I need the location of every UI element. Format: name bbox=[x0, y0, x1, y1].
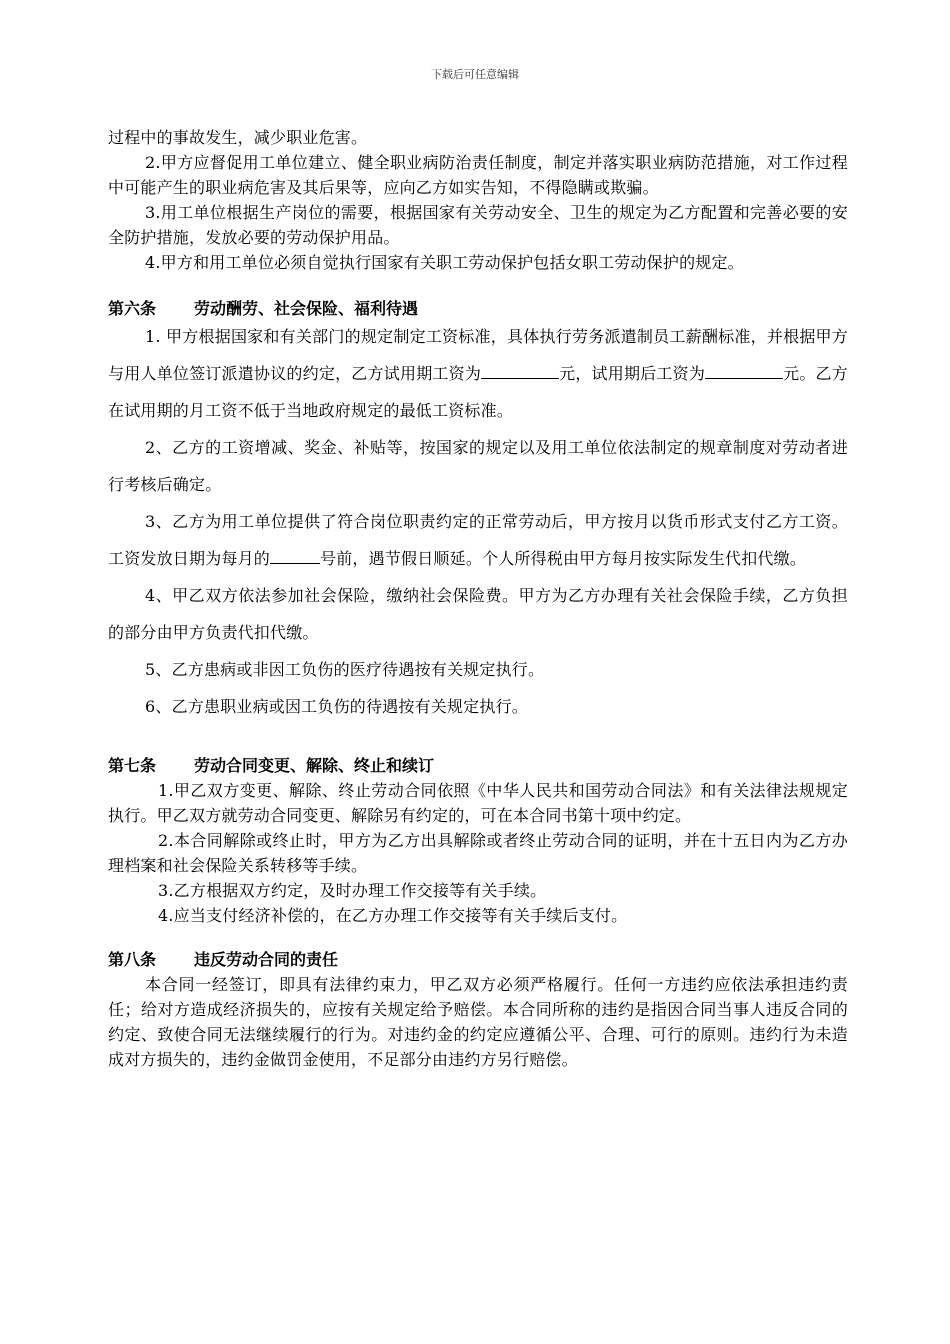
article-8-heading bbox=[108, 947, 848, 972]
article-6-paragraph-6: 6、乙方患职业病或因工负伤的待遇按有关规定执行。 bbox=[145, 697, 528, 716]
article-7-paragraph-1: 1.甲乙双方变更、解除、终止劳动合同依照《中华人民共和国劳动合同法》和有关法律法规规定执行。甲乙双方就劳动合同变更、解除另有约定的，可在本合同书第十项中约定。 bbox=[108, 781, 848, 825]
document-body bbox=[108, 125, 848, 1072]
article-7-heading bbox=[108, 753, 848, 778]
article-6-p1-text-a: 1. 甲方根据国家和有关部门的规定制定工资标准，具体执行劳务派遣制员工薪酬标准，并根据甲方与用人单位签订派遣协议的约定，乙方试用期工资为 bbox=[108, 327, 848, 383]
post-probation-salary-blank[interactable] bbox=[705, 362, 783, 379]
article-7-number: 第七条 bbox=[108, 756, 157, 775]
article-6-paragraph-3 bbox=[108, 503, 848, 577]
paragraph-intro-0: 过程中的事故发生，减少职业危害。 bbox=[108, 128, 368, 147]
paragraph-intro-3: 3.用工单位根据生产岗位的需要，根据国家有关劳动安全、卫生的规定为乙方配置和完善必要的安全防护措施，发放必要的劳动保护用品。 bbox=[108, 203, 848, 247]
article-6-paragraph-4: 4、甲乙双方依法参加社会保险，缴纳社会保险费。甲方为乙方办理有关社会保险手续，乙方负担的部分由甲方负责代扣代缴。 bbox=[108, 586, 848, 642]
article-6-paragraph-1 bbox=[108, 318, 848, 429]
article-8-title: 违反劳动合同的责任 bbox=[194, 950, 339, 969]
article-7-title: 劳动合同变更、解除、终止和续订 bbox=[194, 756, 435, 775]
article-8-number: 第八条 bbox=[108, 950, 157, 969]
article-6-p1-text-b: 元，试用期后工资为 bbox=[559, 364, 706, 383]
article-7-paragraph-3: 3.乙方根据双方约定，及时办理工作交接等有关手续。 bbox=[158, 881, 547, 900]
article-6-paragraph-2: 2、乙方的工资增减、奖金、补贴等，按国家的规定以及用工单位依法制定的规章制度对劳动者进行考核后确定。 bbox=[108, 438, 848, 494]
article-6-p1-text-c: 元。乙方在试用期的月工资不低于当地政府规定的最低工资标准。 bbox=[108, 364, 848, 420]
article-6-section bbox=[108, 318, 848, 725]
article-6-paragraph-5: 5、乙方患病或非因工负伤的医疗待遇按有关规定执行。 bbox=[145, 660, 545, 679]
article-7-paragraph-4: 4.应当支付经济补偿的，在乙方办理工作交接等有关手续后支付。 bbox=[158, 906, 628, 925]
article-6-p3-text-b: 号前，遇节假日顺延。个人所得税由甲方每月按实际发生代扣代缴。 bbox=[320, 549, 807, 568]
article-6-p3-text-a: 3、乙方为用工单位提供了符合岗位职责约定的正常劳动后，甲方按月以货币形式支付乙方工资。工资发放日期为每月的 bbox=[108, 512, 848, 568]
article-8-paragraph-1: 本合同一经签订，即具有法律约束力，甲乙双方必须严格履行。任何一方违约应依法承担违约责任；给对方造成经济损失的，应按有关规定给予赔偿。本合同所称的违约是指因合同当事人违反合同的约定、致使合同无法继续履行的行为。对违约金的约定应遵循公平、合理、可行的原则。违约行为未造成对方损失的，违约金做罚金使用，不足部分由违约方另行赔偿。 bbox=[108, 975, 848, 1069]
article-7-paragraph-2: 2.本合同解除或终止时，甲方为乙方出具解除或者终止劳动合同的证明，并在十五日内为乙方办理档案和社会保险关系转移等手续。 bbox=[108, 831, 848, 875]
paragraph-intro-4: 4.甲方和用工单位必须自觉执行国家有关职工劳动保护包括女职工劳动保护的规定。 bbox=[145, 253, 744, 272]
page-header: 下载后可任意编辑 bbox=[431, 68, 519, 81]
article-6-title: 劳动酬劳、社会保险、福利待遇 bbox=[194, 299, 419, 318]
article-6-number: 第六条 bbox=[108, 299, 157, 318]
payday-blank[interactable] bbox=[270, 547, 320, 564]
paragraph-intro-2: 2.甲方应督促用工单位建立、健全职业病防治责任制度，制定并落实职业病防范措施，对工作过程中可能产生的职业病危害及其后果等，应向乙方如实告知，不得隐瞒或欺骗。 bbox=[108, 153, 848, 197]
probation-salary-blank[interactable] bbox=[481, 362, 559, 379]
